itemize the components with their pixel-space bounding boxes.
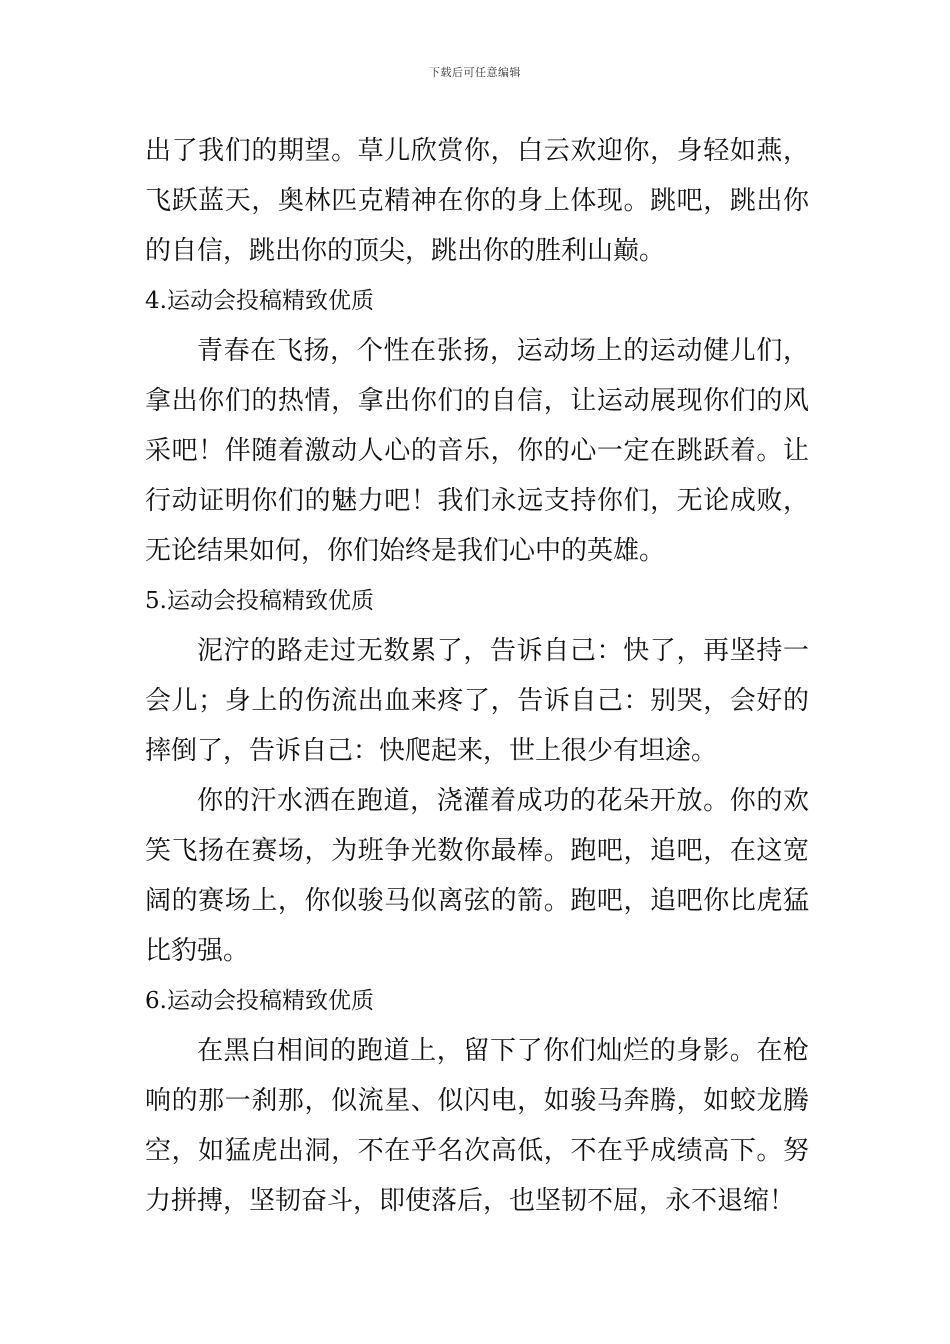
paragraph-section-5-a: 泥泞的路走过无数累了，告诉自己：快了，再坚持一会儿；身上的伤流出血来疼了，告诉自己：别哭，会好的摔倒了，告诉自己：快爬起来，世上很少有坦途。 [145,636,809,766]
document-body [145,126,809,1226]
paragraph-continued: 出了我们的期望。草儿欣赏你，白云欢迎你，身轻如燕，飞跃蓝天，奥林匹克精神在你的身上体现。跳吧，跳出你的自信，跳出你的顶尖，跳出你的胜利山巅。 [145,136,809,266]
paragraph-section-4: 青春在飞扬，个性在张扬，运动场上的运动健儿们，拿出你们的热情，拿出你们的自信，让运动展现你们的风采吧！伴随着激动人心的音乐，你的心一定在跳跃着。让行动证明你们的魅力吧！我们永远支持你们，无论成败，无论结果如何，你们始终是我们心中的英雄。 [145,336,809,566]
section-heading-6: 6.运动会投稿精致优质 [145,988,374,1014]
paragraph-section-6: 在黑白相间的跑道上，留下了你们灿烂的身影。在枪响的那一刹那，似流星、似闪电，如骏马奔腾，如蛟龙腾空，如猛虎出洞，不在乎名次高低，不在乎成绩高下。努力拼搏，坚韧奋斗，即使落后，也坚韧不屈，永不退缩！ [145,1036,809,1216]
section-heading-4: 4.运动会投稿精致优质 [145,288,374,314]
section-heading-5: 5.运动会投稿精致优质 [145,588,374,614]
page-header: 下载后可任意编辑 [429,66,521,79]
paragraph-section-5-b: 你的汗水洒在跑道，浇灌着成功的花朵开放。你的欢笑飞扬在赛场，为班争光数你最棒。跑吧，追吧，在这宽阔的赛场上，你似骏马似离弦的箭。跑吧，追吧你比虎猛比豹强。 [145,786,809,966]
